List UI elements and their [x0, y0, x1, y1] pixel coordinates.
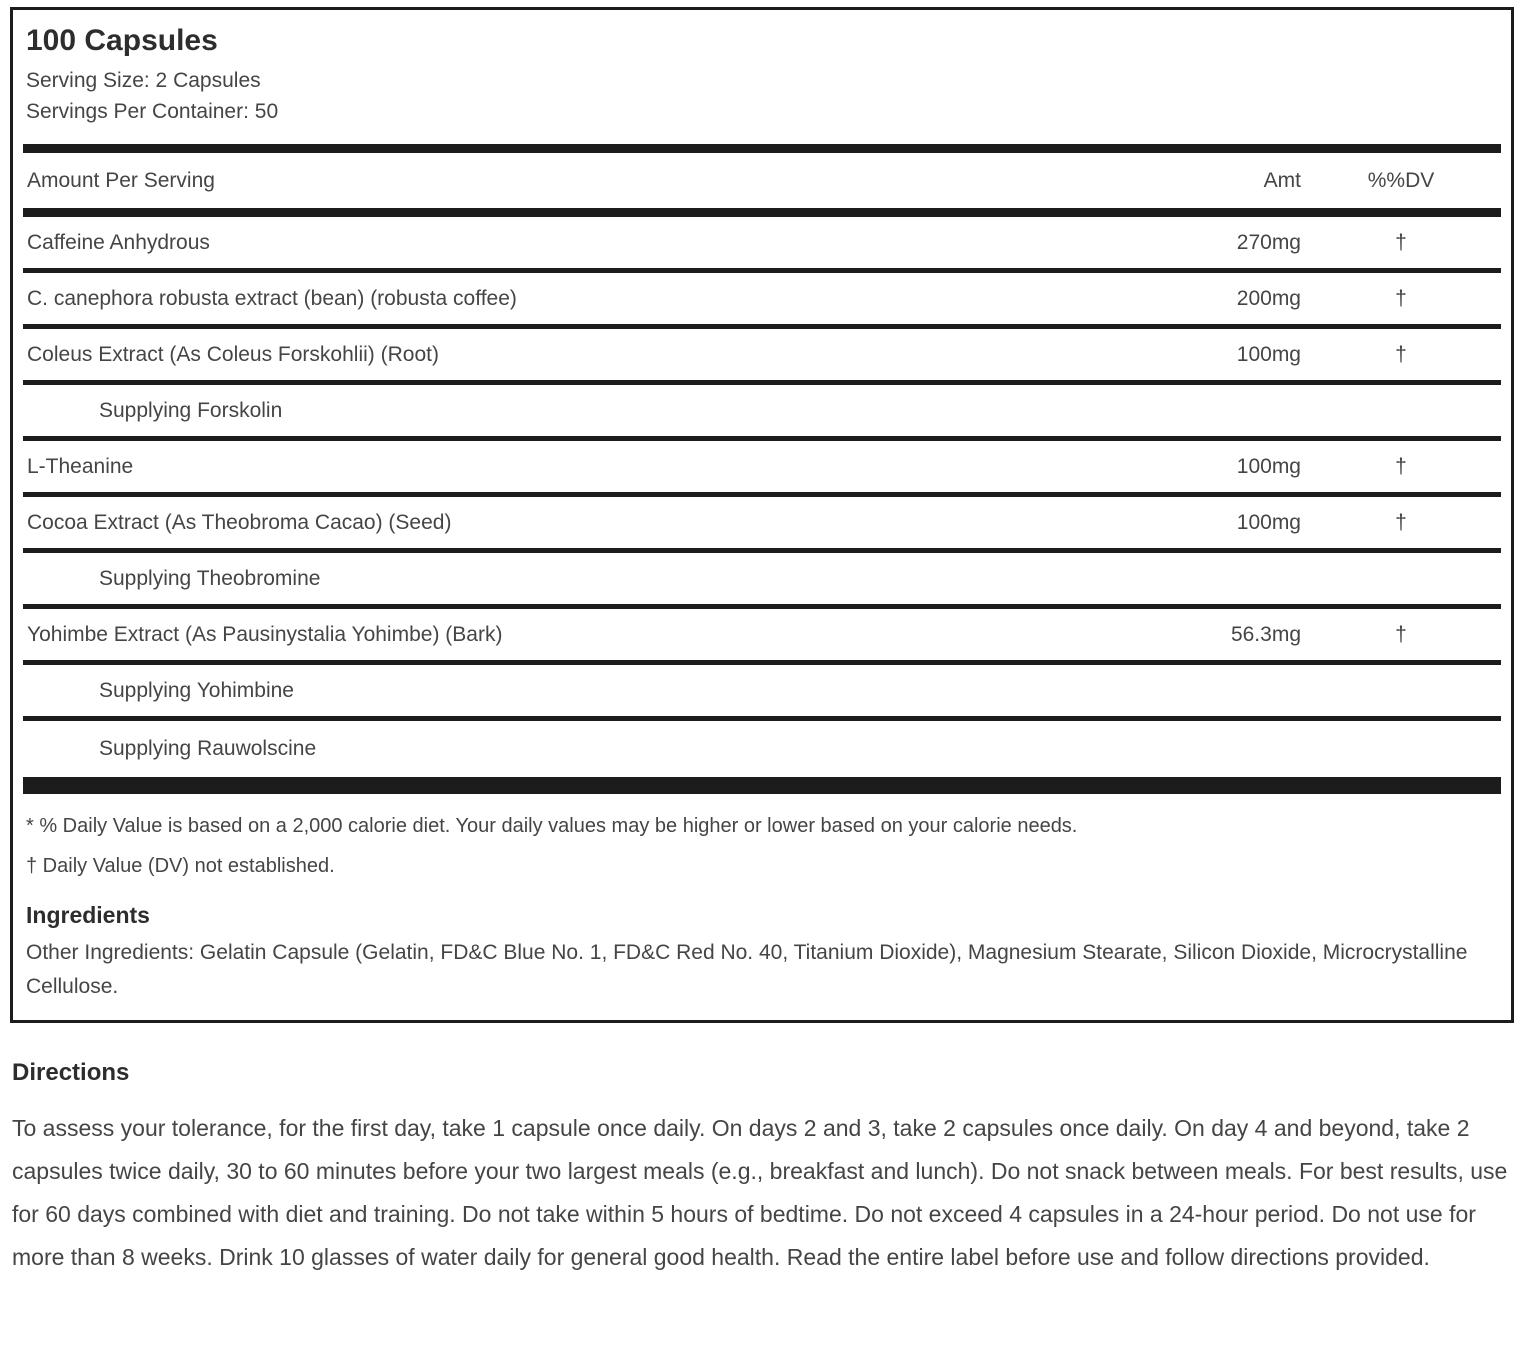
ingredient-name: Cocoa Extract (As Theobroma Cacao) (Seed): [27, 510, 452, 534]
servings-per-container: Servings Per Container: 50: [26, 100, 279, 123]
table-row: [23, 441, 1501, 497]
table-row: [23, 385, 1501, 441]
table-row: [23, 721, 1501, 777]
ingredient-name: Caffeine Anhydrous: [27, 230, 210, 254]
other-ingredients-text: Other Ingredients: Gelatin Capsule (Gelatin, FD&C Blue No. 1, FD&C Red No. 40, Titanium Dioxide), Magnesium Stearate, Silicon Dioxide, Microcrystalline Cellulose.: [26, 941, 1468, 998]
table-row: [23, 217, 1501, 273]
amount-value: 200mg: [1236, 286, 1301, 310]
table-row: [23, 497, 1501, 553]
ingredient-name: Coleus Extract (As Coleus Forskohlii) (Root): [27, 342, 439, 366]
footnote-line: * % Daily Value is based on a 2,000 calorie diet. Your daily values may be higher or lower based on your calorie needs.: [26, 815, 1078, 837]
column-header-amount-per-serving: Amount Per Serving: [27, 168, 215, 192]
amount-value: 56.3mg: [1230, 622, 1301, 646]
ingredients-heading: Ingredients: [26, 902, 150, 928]
footnote-line: † Daily Value (DV) not established.: [26, 855, 335, 877]
column-header-amt: Amt: [1263, 168, 1301, 192]
dv-value: †: [1395, 454, 1407, 478]
footnotes: [23, 806, 1501, 886]
amount-value: 100mg: [1236, 342, 1301, 366]
ingredient-name: Yohimbe Extract (As Pausinystalia Yohimbe) (Bark): [27, 622, 503, 646]
table-row: [23, 553, 1501, 609]
amount-value: 100mg: [1236, 454, 1301, 478]
dv-value: †: [1395, 510, 1407, 534]
ingredient-name: C. canephora robusta extract (bean) (robusta coffee): [27, 286, 517, 310]
ingredient-name: Supplying Yohimbine: [99, 678, 294, 702]
section-divider-bar-top: [23, 144, 1501, 153]
directions-body: To assess your tolerance, for the first day, take 1 capsule once daily. On days 2 and 3, take 2 capsules once daily. On day 4 and beyond, take 2 capsules twice daily, 30 to 60 minutes before your two largest meals (e.g., breakfast and lunch). Do not snack between meals. For best results, use for 60 days combined with diet and training. Do not take within 5 hours of bedtime. Do not exceed 4 capsules in a 24-hour period. Do not use for more than 8 weeks. Drink 10 glasses of water daily for general good health. Read the entire label before use and follow directions provided.: [12, 1115, 1508, 1270]
ingredient-name: L-Theanine: [27, 454, 134, 478]
dv-value: †: [1395, 342, 1407, 366]
table-row: [23, 609, 1501, 665]
spacer: [23, 123, 1501, 144]
dv-value: †: [1395, 622, 1407, 646]
table-row: [23, 273, 1501, 329]
supplement-facts-panel: [10, 7, 1514, 1023]
amount-value: 270mg: [1236, 230, 1301, 254]
ingredient-name: Supplying Forskolin: [99, 398, 283, 422]
supplement-rows: [23, 217, 1501, 777]
ingredient-name: Supplying Rauwolscine: [99, 737, 317, 760]
dv-value: †: [1395, 230, 1407, 254]
ingredient-name: Supplying Theobromine: [99, 566, 321, 590]
column-header-dv: %%DV: [1367, 168, 1435, 192]
table-row: [23, 329, 1501, 385]
table-row: [23, 665, 1501, 721]
serving-size: Serving Size: 2 Capsules: [26, 69, 261, 92]
section-divider-bar-header: [23, 208, 1501, 217]
section-end-bar: [23, 777, 1501, 794]
directions-section: [10, 1059, 1514, 1279]
dv-value: †: [1395, 286, 1407, 310]
directions-heading: Directions: [12, 1059, 130, 1086]
amount-value: 100mg: [1236, 510, 1301, 534]
panel-title: 100 Capsules: [26, 24, 218, 57]
table-header-row: [23, 153, 1501, 208]
